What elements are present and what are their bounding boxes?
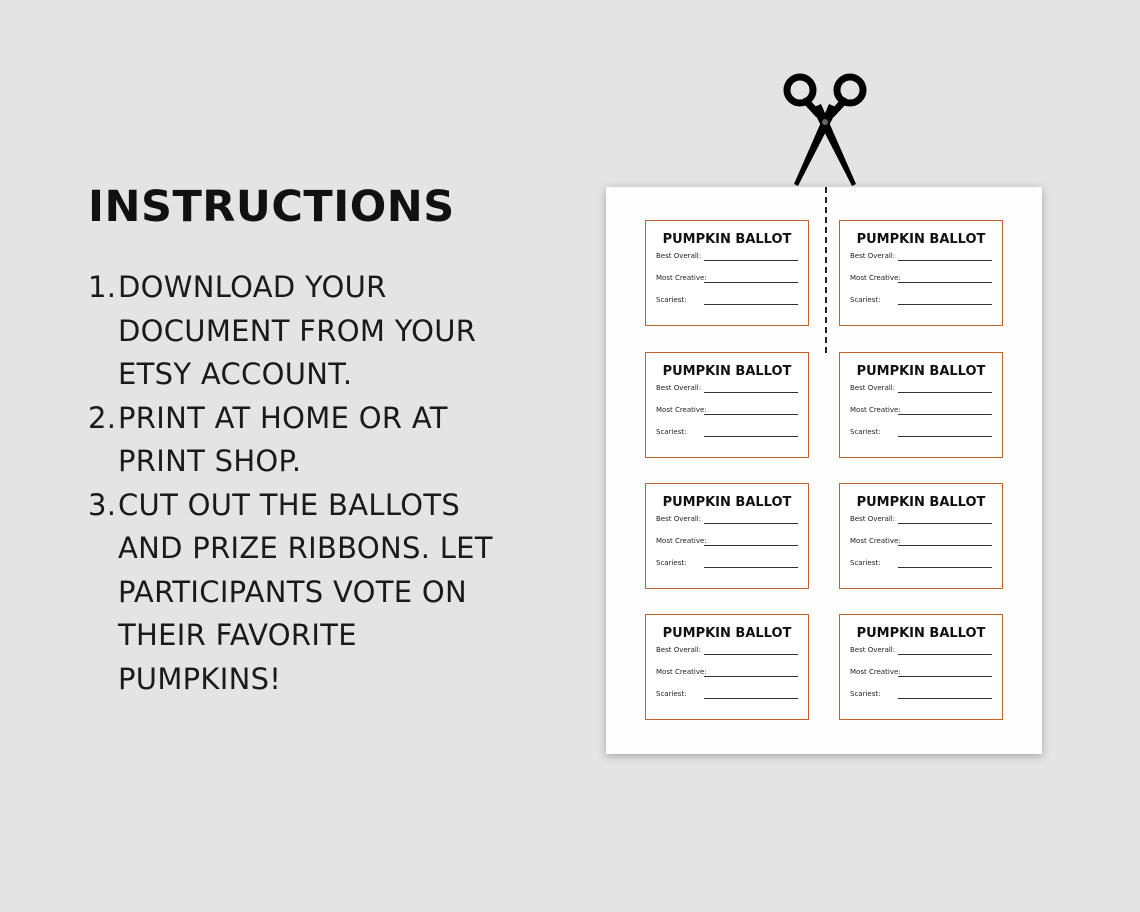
ballot-write-line	[704, 654, 798, 655]
ballot-field-row	[850, 686, 1002, 708]
ballot-card	[645, 352, 809, 458]
ballot-field-row	[850, 555, 1002, 577]
ballot-field-label: Best Overall:	[850, 515, 896, 523]
ballot-field-label: Best Overall:	[850, 384, 896, 392]
ballot-write-line	[898, 676, 992, 677]
ballot-field-label: Most Creative:	[850, 537, 901, 545]
ballot-write-line	[898, 698, 992, 699]
ballot-field-row	[656, 533, 808, 555]
instruction-step	[88, 484, 528, 702]
ballot-field-label: Best Overall:	[850, 252, 896, 260]
ballot-title: PUMPKIN BALLOT	[856, 232, 986, 247]
ballot-write-line	[704, 414, 798, 415]
ballot-field-row	[656, 292, 808, 314]
ballot-field-row	[850, 664, 1002, 686]
ballot-card	[839, 220, 1003, 326]
ballot-field-row	[656, 380, 808, 402]
step-text: DOWNLOAD YOUR DOCUMENT FROM YOUR ETSY ACCOUNT.	[118, 270, 477, 391]
ballot-field-row	[656, 270, 808, 292]
ballot-field-label: Scariest:	[656, 559, 687, 567]
ballot-write-line	[704, 304, 798, 305]
scissors-icon	[780, 68, 870, 190]
ballot-write-line	[898, 567, 992, 568]
ballot-write-line	[898, 545, 992, 546]
ballot-write-line	[704, 392, 798, 393]
ballot-field-row	[656, 248, 808, 270]
ballot-write-line	[704, 567, 798, 568]
ballot-field-row	[850, 380, 1002, 402]
ballot-write-line	[898, 392, 992, 393]
ballot-field-row	[656, 511, 808, 533]
ballot-write-line	[898, 436, 992, 437]
ballot-title: PUMPKIN BALLOT	[662, 364, 792, 379]
ballot-field-row	[850, 402, 1002, 424]
ballot-write-line	[704, 436, 798, 437]
instructions-list	[88, 266, 528, 701]
ballot-field-label: Scariest:	[656, 428, 687, 436]
ballot-write-line	[898, 523, 992, 524]
ballot-field-label: Scariest:	[850, 428, 881, 436]
ballot-write-line	[898, 414, 992, 415]
ballot-card	[645, 220, 809, 326]
ballot-field-label: Scariest:	[850, 559, 881, 567]
ballot-write-line	[898, 654, 992, 655]
ballot-title: PUMPKIN BALLOT	[856, 495, 986, 510]
ballot-write-line	[704, 676, 798, 677]
ballot-write-line	[704, 523, 798, 524]
ballot-field-row	[850, 642, 1002, 664]
ballot-field-row	[850, 292, 1002, 314]
step-number: 3.	[88, 487, 117, 522]
ballot-write-line	[704, 282, 798, 283]
cut-line	[825, 187, 827, 353]
ballot-title: PUMPKIN BALLOT	[662, 626, 792, 641]
ballot-field-row	[850, 424, 1002, 446]
ballot-field-label: Scariest:	[850, 690, 881, 698]
ballot-card	[645, 483, 809, 589]
ballot-field-label: Best Overall:	[656, 252, 702, 260]
ballot-field-row	[656, 402, 808, 424]
ballot-field-row	[850, 511, 1002, 533]
ballot-card	[839, 483, 1003, 589]
ballot-field-row	[850, 533, 1002, 555]
ballot-field-row	[656, 555, 808, 577]
ballot-field-label: Scariest:	[656, 690, 687, 698]
ballot-field-label: Scariest:	[850, 296, 881, 304]
step-number: 2.	[88, 400, 117, 435]
ballot-field-label: Most Creative:	[850, 668, 901, 676]
ballot-field-label: Most Creative:	[656, 668, 707, 676]
step-number: 1.	[88, 270, 117, 304]
ballot-field-row	[850, 248, 1002, 270]
ballot-field-label: Best Overall:	[656, 384, 702, 392]
ballot-title: PUMPKIN BALLOT	[856, 626, 986, 641]
printable-sheet	[606, 187, 1042, 754]
ballot-write-line	[704, 698, 798, 699]
ballot-write-line	[704, 260, 798, 261]
ballot-title: PUMPKIN BALLOT	[662, 495, 792, 510]
ballot-field-row	[656, 642, 808, 664]
ballot-field-label: Best Overall:	[656, 515, 702, 523]
ballot-field-label: Most Creative:	[656, 274, 707, 282]
ballot-write-line	[898, 282, 992, 283]
ballot-field-label: Scariest:	[656, 296, 687, 304]
ballot-write-line	[704, 545, 798, 546]
ballot-title: PUMPKIN BALLOT	[662, 232, 792, 247]
ballot-card	[645, 614, 809, 720]
ballot-write-line	[898, 260, 992, 261]
step-text: PRINT AT HOME OR AT PRINT SHOP.	[118, 400, 448, 478]
ballot-field-label: Most Creative:	[850, 274, 901, 282]
ballot-field-label: Best Overall:	[850, 646, 896, 654]
instruction-step	[88, 397, 528, 484]
ballot-write-line	[898, 304, 992, 305]
ballot-field-label: Most Creative:	[850, 406, 901, 414]
ballot-field-row	[656, 686, 808, 708]
instruction-step	[88, 266, 528, 397]
ballot-field-row	[850, 270, 1002, 292]
ballot-field-label: Most Creative:	[656, 537, 707, 545]
ballot-card	[839, 614, 1003, 720]
step-text: CUT OUT THE BALLOTS AND PRIZE RIBBONS. LET PARTICIPANTS VOTE ON THEIR FAVORITE PUMPKINS!	[118, 487, 493, 696]
instructions-heading: INSTRUCTIONS	[88, 182, 455, 232]
ballot-field-label: Most Creative:	[656, 406, 707, 414]
ballot-field-label: Best Overall:	[656, 646, 702, 654]
ballot-title: PUMPKIN BALLOT	[856, 364, 986, 379]
ballot-field-row	[656, 424, 808, 446]
ballot-card	[839, 352, 1003, 458]
ballot-field-row	[656, 664, 808, 686]
